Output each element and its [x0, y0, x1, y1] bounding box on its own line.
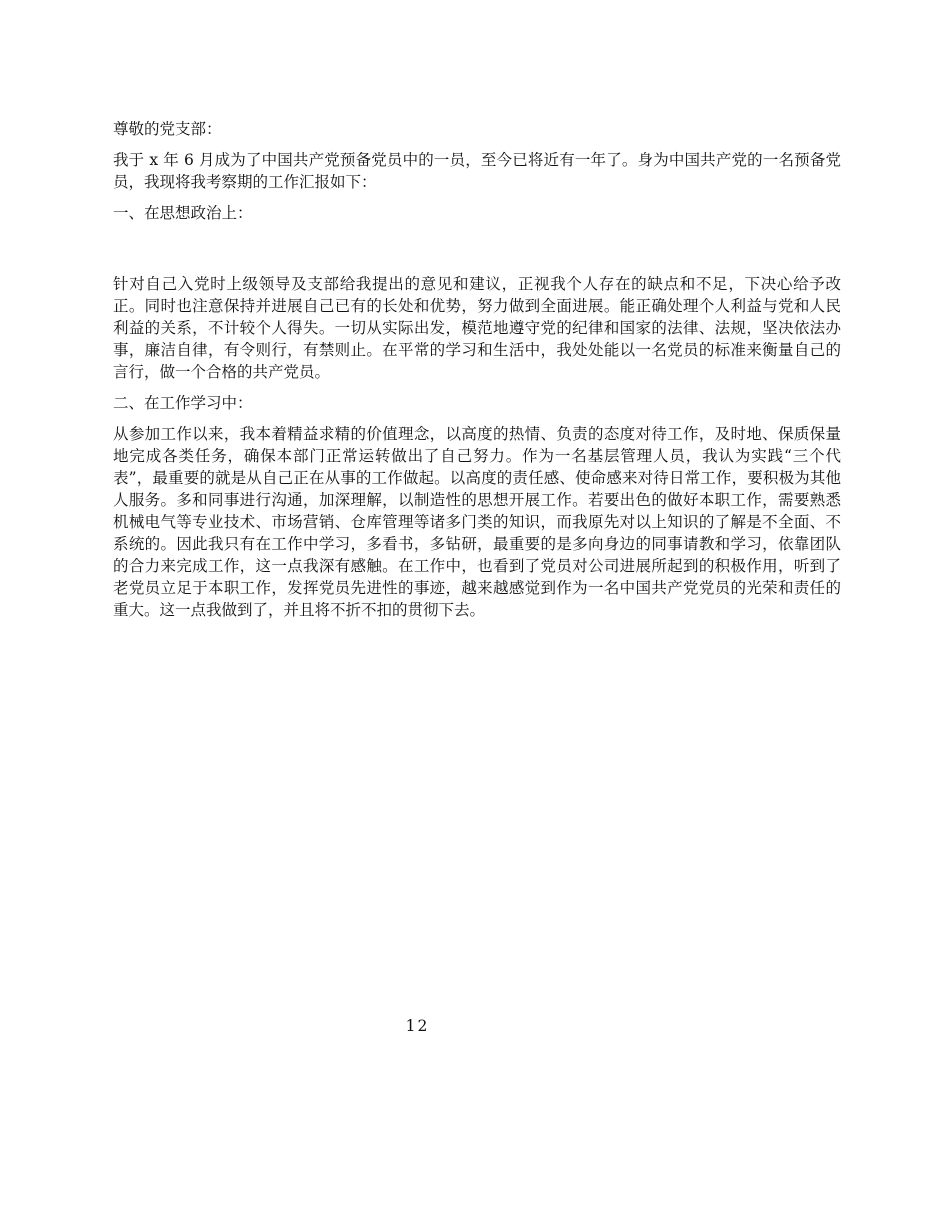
section-body-political: 针对自己入党时上级领导及支部给我提出的意见和建议，正视我个人存在的缺点和不足，下决心给予改正。同时也注意保持并进展自己已有的长处和优势，努力做到全面进展。能正确处理个人利益与党和人民利益的关系，不计较个人得失。一切从实际出发，模范地遵守党的纪律和国家的法律、法规，坚决依法办事，廉洁自律，有令则行，有禁则止。在平常的学习和生活中，我处处能以一名党员的标准来衡量自己的言行，做一个合格的共产党员。	[113, 275, 841, 381]
section-heading-work: 二、在工作学习中：	[113, 394, 253, 412]
document-body	[113, 118, 841, 630]
blank-space	[113, 233, 841, 273]
section-heading-political: 一、在思想政治上：	[113, 204, 253, 222]
salutation: 尊敬的党支部：	[113, 120, 222, 138]
section-body-work: 从参加工作以来，我本着精益求精的价值理念，以高度的热情、负责的态度对待工作，及时地、保质保量地完成各类任务，确保本部门正常运转做出了自己努力。作为一名基层管理人员，我认为实践“三个代表”，最重要的就是从自己正在从事的工作做起。以高度的责任感、使命感来对待日常工作，要积极为其他人服务。多和同事进行沟通，加深理解，以制造性的思想开展工作。若要出色的做好本职工作，需要熟悉机械电气等专业技术、市场营销、仓库管理等诸多门类的知识，而我原先对以上知识的了解是不全面、不系统的。因此我只有在工作中学习，多看书，多钻研，最重要的是多向身边的同事请教和学习，依靠团队的合力来完成工作，这一点我深有感触。在工作中，也看到了党员对公司进展所起到的积极作用，听到了老党员立足于本职工作，发挥党员先进性的事迹，越来越感觉到作为一名中国共产党党员的光荣和责任的重大。这一点我做到了，并且将不折不扣的贯彻下去。	[113, 425, 841, 619]
page-number: 12	[405, 1017, 430, 1035]
intro-paragraph: 我于 x 年 6 月成为了中国共产党预备党员中的一员，至今已将近有一年了。身为中国共产党的一名预备党员，我现将我考察期的工作汇报如下：	[113, 151, 841, 191]
